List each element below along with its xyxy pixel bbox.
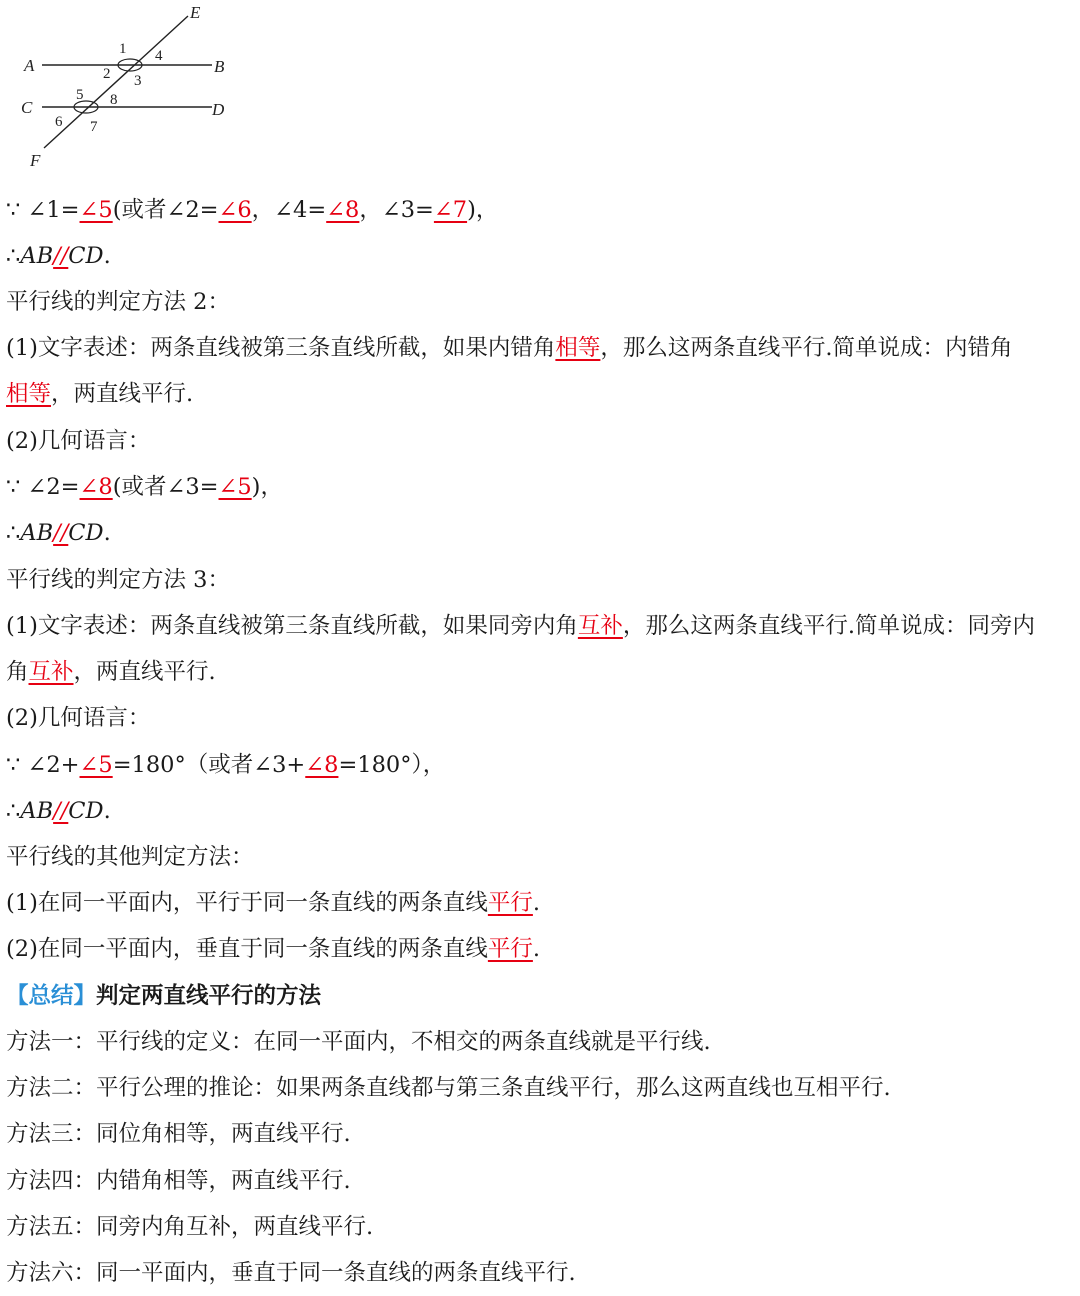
text: )，	[251, 474, 283, 500]
text: ∠2+	[27, 752, 80, 778]
answer-blank: //	[53, 798, 69, 824]
angle-7-label: 7	[90, 119, 98, 135]
text: .	[532, 936, 541, 962]
text: (1)文字表述：两条直线被第三条直线所截，如果内错角	[6, 335, 556, 361]
answer-blank: ∠6	[218, 197, 252, 223]
text: ∠2=	[27, 474, 80, 500]
line-name: AB	[20, 798, 54, 824]
angle-4-label: 4	[155, 48, 163, 64]
text: ，那么这两条直线平行.简单说成：内错角	[600, 335, 1013, 361]
method2-title: 平行线的判定方法 2：	[6, 289, 230, 315]
text: =180°（或者∠3+	[112, 752, 306, 778]
text: (2)在同一平面内，垂直于同一条直线的两条直线	[6, 936, 488, 962]
text: (1)文字表述：两条直线被第三条直线所截，如果同旁内角	[6, 613, 578, 639]
text: 角	[6, 659, 29, 685]
summary-method-1: 方法一：平行线的定义：在同一平面内，不相交的两条直线就是平行线.	[6, 1029, 711, 1055]
answer-blank: ∠8	[79, 474, 113, 500]
method3-text-line2	[6, 649, 1076, 695]
text: =180°），	[338, 752, 446, 778]
line-name: AB	[20, 243, 54, 269]
summary-method-2: 方法二：平行公理的推论：如果两条直线都与第三条直线平行，那么这两直线也互相平行.	[6, 1075, 891, 1101]
point-a-label: A	[24, 56, 35, 75]
text: ，那么这两条直线平行.简单说成：同旁内	[622, 613, 1036, 639]
point-c-label: C	[21, 98, 33, 117]
point-e-label: E	[190, 3, 201, 22]
answer-blank: ∠8	[305, 752, 339, 778]
answer-blank: //	[53, 520, 69, 546]
text: (或者∠3=	[112, 474, 219, 500]
text: .	[103, 520, 111, 546]
answer-blank: ∠5	[79, 197, 113, 223]
method3-geo-therefore	[6, 788, 1076, 834]
text: ，两直线平行.	[73, 659, 216, 685]
answer-blank: ∠5	[79, 752, 113, 778]
other-method-item-1	[6, 880, 1076, 926]
text: (1)在同一平面内，平行于同一条直线的两条直线	[6, 890, 488, 916]
text: .	[532, 890, 541, 916]
method3-geo-title: (2)几何语言：	[6, 705, 151, 731]
method2-text-line1	[6, 325, 1076, 371]
method1-geo-because	[6, 187, 1076, 233]
answer-blank: 相等	[555, 335, 601, 361]
text: .	[103, 798, 111, 824]
because-symbol: ∵	[6, 752, 21, 778]
method2-text-line2	[6, 371, 1076, 417]
summary-title: 判定两直线平行的方法	[96, 983, 322, 1009]
text: (或者∠2=	[112, 197, 219, 223]
therefore-symbol: ∴	[6, 520, 21, 546]
point-b-label: B	[214, 57, 225, 76]
transversal-ef	[44, 16, 188, 148]
line-name: CD	[68, 243, 104, 269]
angle-8-label: 8	[110, 92, 118, 108]
text: )，	[467, 197, 499, 223]
summary-method-5: 方法五：同旁内角互补，两直线平行.	[6, 1214, 374, 1240]
angle-6-label: 6	[55, 114, 63, 130]
answer-blank: ∠7	[433, 197, 468, 223]
summary-heading	[6, 973, 1076, 1019]
line-name: CD	[68, 798, 104, 824]
method2-geo-title: (2)几何语言：	[6, 428, 151, 454]
summary-method-6: 方法六：同一平面内，垂直于同一条直线的两条直线平行.	[6, 1260, 576, 1286]
answer-blank: 平行	[487, 936, 533, 962]
because-symbol: ∵	[6, 197, 21, 223]
method2-geo-because	[6, 464, 1076, 510]
method1-geo-therefore	[6, 233, 1076, 279]
line-name: CD	[68, 520, 104, 546]
because-symbol: ∵	[6, 474, 21, 500]
summary-method-3: 方法三：同位角相等，两直线平行.	[6, 1121, 351, 1147]
summary-tag: 【总结】	[6, 983, 97, 1009]
method3-geo-because	[6, 742, 1076, 788]
answer-blank: 平行	[487, 890, 533, 916]
text: ，∠4=	[251, 197, 327, 223]
answer-blank: 相等	[6, 381, 52, 407]
angle-5-label: 5	[76, 87, 84, 103]
answer-blank: ∠8	[326, 197, 360, 223]
parallel-lines-figure	[8, 0, 248, 180]
text: .	[103, 243, 111, 269]
angle-3-label: 3	[134, 73, 142, 89]
therefore-symbol: ∴	[6, 243, 21, 269]
summary-method-4: 方法四：内错角相等，两直线平行.	[6, 1168, 351, 1194]
text: ∠1=	[27, 197, 80, 223]
point-f-label: F	[30, 151, 41, 170]
method3-title: 平行线的判定方法 3：	[6, 567, 230, 593]
other-method-item-2	[6, 926, 1076, 972]
text: ，两直线平行.	[51, 381, 194, 407]
answer-blank: 互补	[28, 659, 74, 685]
angle-2-label: 2	[103, 66, 111, 82]
answer-blank: //	[53, 243, 69, 269]
method3-text-line1	[6, 603, 1076, 649]
angle-1-label: 1	[119, 41, 127, 57]
line-name: AB	[20, 520, 54, 546]
answer-blank: 互补	[577, 613, 623, 639]
text: ，∠3=	[359, 197, 434, 223]
point-d-label: D	[212, 100, 225, 119]
answer-blank: ∠5	[218, 474, 252, 500]
other-methods-title: 平行线的其他判定方法：	[6, 844, 254, 870]
method2-geo-therefore	[6, 510, 1076, 556]
therefore-symbol: ∴	[6, 798, 21, 824]
